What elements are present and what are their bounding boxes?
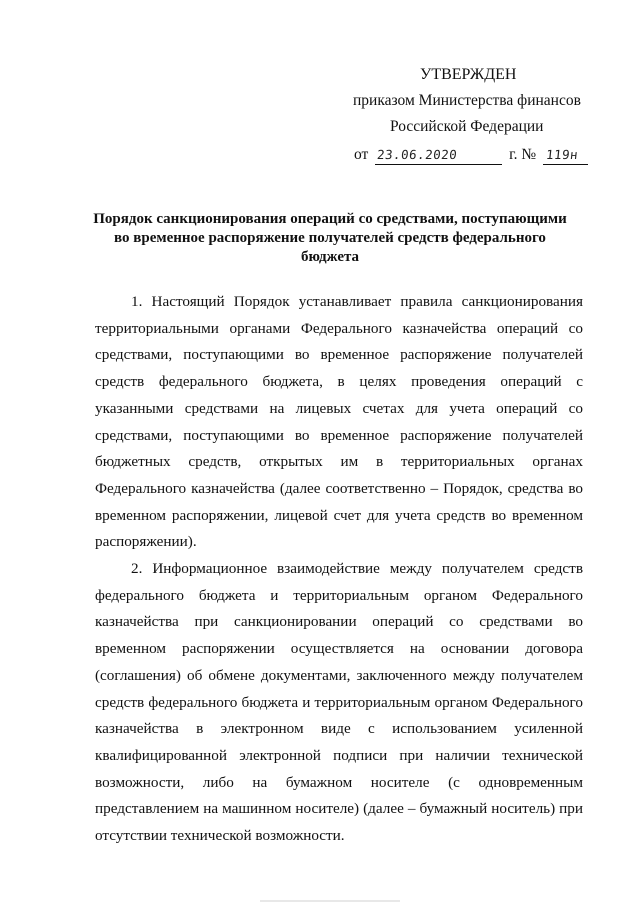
country-line: Российской Федерации bbox=[390, 118, 544, 135]
number-field bbox=[543, 146, 588, 165]
date-number-line bbox=[345, 142, 605, 168]
title-line-2: во временное распоряжение получателей средств федерального bbox=[114, 230, 546, 246]
order-line: приказом Министерства финансов bbox=[353, 92, 581, 109]
title-line-3: бюджета bbox=[300, 249, 360, 265]
document-title bbox=[80, 210, 580, 267]
handwritten-number: 119н bbox=[545, 147, 580, 162]
document-body bbox=[95, 289, 583, 850]
date-field bbox=[375, 146, 502, 165]
number-prefix: г. № bbox=[509, 146, 537, 163]
handwritten-date: 23.06.2020 bbox=[376, 147, 459, 162]
title-line-1: Порядок санкционирования операций со средствами, поступающими bbox=[93, 211, 567, 227]
date-prefix: от bbox=[354, 146, 369, 163]
paragraph-2: 2. Информационное взаимодействие между получателем средств федерального бюджета и территориальным органом Федерального казначейства при санкционировании операций со средствами во временном распоряжении осуществляется на основании договора (соглашения) об обмене документами, заключенного между получателем средств федерального бюджета и территориальным органом Федерального казначейства в электронном виде с использованием усиленной квалифицированной электронной подписи при наличии технической возможности, либо на бумажном носителе (с одновременным представлением на машинном носителе) (далее – бумажный носитель) при отсутствии технической возможности. bbox=[95, 560, 583, 845]
approval-block bbox=[345, 62, 605, 168]
paragraph-1: 1. Настоящий Порядок устанавливает правила санкционирования территориальными органами Федерального казначейства операций со средствами, поступающими во временное распоряжение получателей средств федерального бюджета, в целях проведения операций с указанными средствами на лицевых счетах для учета операций со средствами, поступающими во временное распоряжение получателей бюджетных средств, открытых им в территориальных органах Федерального казначейства (далее соответственно – Порядок, средства во временном распоряжении, лицевой счет для учета средств во временном распоряжении). bbox=[95, 293, 583, 551]
page-edge-mark bbox=[260, 900, 400, 902]
approved-label: УТВЕРЖДЕН bbox=[420, 66, 517, 83]
